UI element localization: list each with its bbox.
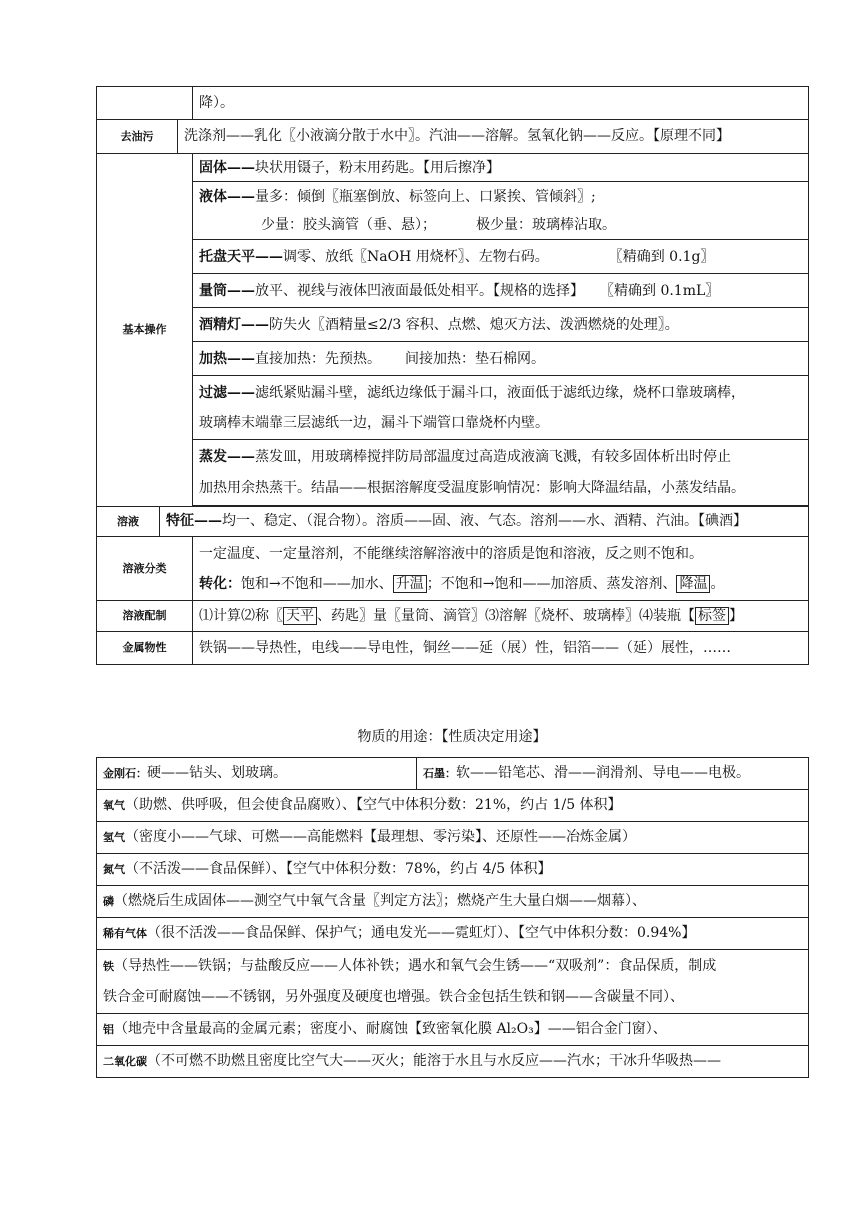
row-text: 洗涤剂——乳化〖小液滴分散于水中〗。汽油——溶解。氢氧化钠——反应。【原理不同】 [177, 120, 730, 153]
text-cell: 降）。 [193, 87, 809, 120]
table-row: 稀有气体（很不活泼——食品保鲜、保护气；通电发光——霓虹灯）、【空气中体积分数：0.94%】 [97, 918, 809, 950]
table-row: 氮气（不活泼——食品保鲜）、【空气中体积分数：78%，约占 4/5 体积】 [97, 854, 809, 886]
uses-table [96, 757, 809, 1078]
table-row: 二氧化碳（不可燃不助燃且密度比空气大——灭火；能溶于水且与水反应——汽水；干冰升华吸热—— [97, 1046, 809, 1078]
table-row [97, 87, 809, 120]
table-row: 量筒——放平、视线与液体凹液面最低处相平。【规格的选择】 〖精确到 0.1mL〗 [97, 274, 809, 308]
table-row: 溶液分类 一定温度、一定量溶剂，不能继续溶解溶液中的溶质是饱和溶液，反之则不饱和。 转化：饱和→不饱和——加水、 升温 ；不饱和→饱和——加溶质、蒸发溶剂、 降温 。 [97, 537, 809, 601]
table-row [97, 120, 809, 154]
table-row: 基本操作 固体——块状用镊子，粉末用药匙。【用后擦净】 [97, 154, 809, 182]
table-row: 托盘天平——调零、放纸〖NaOH 用烧杯〗、左物右码。 〖精确到 0.1g〗 [97, 240, 809, 274]
table-row: 酒精灯——防失火〖酒精量≤2/3 容积、点燃、熄灭方法、泼洒燃烧的处理〗。 [97, 308, 809, 342]
table-row: 铝（地壳中含量最高的金属元素；密度小、耐腐蚀【致密氧化膜 Al₂O₃】——铝合金门窗）、 [97, 1014, 809, 1046]
table-row: 蒸发——蒸发皿，用玻璃棒搅拌防局部温度过高造成液滴飞溅，有较多固体析出时停止 加热用余热蒸干。结晶——根据溶解度受温度影响情况：影响大降温结晶，小蒸发结晶。 [97, 440, 809, 506]
table-row: 加热——直接加热：先预热。 间接加热：垫石棉网。 [97, 342, 809, 376]
table-row: 过滤——滤纸紧贴漏斗壁，滤纸边缘低于漏斗口，液面低于滤纸边缘，烧杯口靠玻璃棒， 玻璃棒末端靠三层滤纸一边，漏斗下端管口靠烧杯内壁。 [97, 376, 809, 440]
table-row: 金刚石：硬——钻头、划玻璃。 石墨：软——铅笔芯、滑——润滑剂、导电——电极。 [97, 758, 809, 790]
row-label: 去油污 [120, 129, 154, 143]
label-cell [97, 87, 193, 120]
table-row: 氢气（密度小——气球、可燃——高能燃料【最理想、零污染】、还原性——冶炼金属） [97, 822, 809, 854]
text-cell [97, 120, 809, 154]
table-row: 液体——量多：倾倒〖瓶塞倒放、标签向上、口紧挨、管倾斜〗; 少量：胶头滴管（垂、悬）； 极少量：玻璃棒沾取。 [97, 182, 809, 240]
basic-ops-label: 基本操作 [97, 154, 193, 507]
operations-table [96, 86, 809, 665]
table-row: 铁（导热性——铁锅；与盐酸反应——人体补铁；遇水和氧气会生锈——“双吸剂”：食品保质，制成 铁合金可耐腐蚀——不锈钢，另外强度及硬度也增强。铁合金包括生铁和钢——含碳量不同）、 [97, 950, 809, 1014]
table-row: 金属物性 铁锅——导热性，电线——导电性，铜丝——延（展）性，铝箔——（延）展性，…… [97, 632, 809, 665]
section-caption: 物质的用途：【性质决定用途】 [357, 729, 547, 745]
table-row: 磷（燃烧后生成固体——测空气中氧气含量〖判定方法〗；燃烧产生大量白烟——烟幕）、 [97, 886, 809, 918]
table-row: 氧气（助燃、供呼吸，但会使食品腐败）、【空气中体积分数：21%，约占 1/5 体积】 [97, 790, 809, 822]
table-row: 溶液配制 ⑴计算⑵称〖 天平 、药匙〗量〖量筒、滴管〗⑶溶解〖烧杯、玻璃棒〗⑷装瓶【 标签 】 [97, 601, 809, 632]
table-row: 溶液 特征——均一、稳定、（混合物）。溶质——固、液、气态。溶剂——水、酒精、汽油。【碘酒】 [97, 507, 809, 537]
